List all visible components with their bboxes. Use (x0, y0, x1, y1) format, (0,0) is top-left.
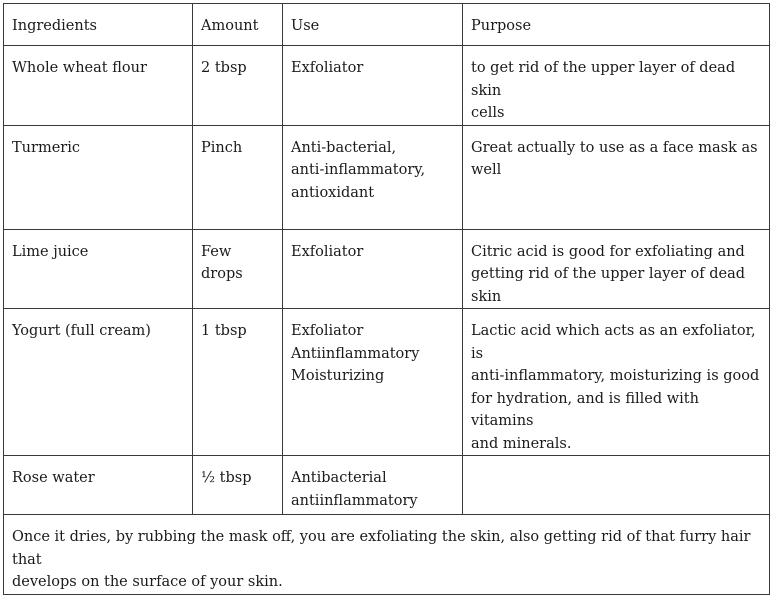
table-header-row (4, 4, 770, 46)
cell-purpose: Citric acid is good for exfoliating and getting rid of the upper layer of dead skin (463, 229, 770, 309)
table-row (4, 46, 770, 126)
cell-use: Antibacterial antiinflammatory (283, 456, 463, 515)
cell-ingredient: Rose water (4, 456, 193, 515)
ingredients-table (3, 3, 770, 595)
cell-use: Anti-bacterial, anti-inflammatory, antioxidant (283, 125, 463, 229)
cell-purpose: Lactic acid which acts as an exfoliator, is anti-inflammatory, moisturizing is good for hydration, and is filled with vitamins and minerals. (463, 309, 770, 456)
cell-purpose (463, 456, 770, 515)
cell-use: Exfoliator (283, 229, 463, 309)
header-ingredients: Ingredients (4, 4, 193, 46)
cell-amount: Few drops (193, 229, 283, 309)
header-use: Use (283, 4, 463, 46)
cell-ingredient: Whole wheat flour (4, 46, 193, 126)
footer-note: Once it dries, by rubbing the mask off, you are exfoliating the skin, also getting rid of that furry hair that develops on the surface of your skin. (4, 515, 770, 595)
header-purpose: Purpose (463, 4, 770, 46)
cell-amount: Pinch (193, 125, 283, 229)
header-amount: Amount (193, 4, 283, 46)
cell-ingredient: Yogurt (full cream) (4, 309, 193, 456)
table-row (4, 456, 770, 515)
cell-use: Exfoliator Antiinflammatory Moisturizing (283, 309, 463, 456)
cell-use: Exfoliator (283, 46, 463, 126)
cell-purpose: Great actually to use as a face mask as well (463, 125, 770, 229)
cell-ingredient: Turmeric (4, 125, 193, 229)
cell-ingredient: Lime juice (4, 229, 193, 309)
table-row (4, 309, 770, 456)
table-row (4, 125, 770, 229)
table-footer-row (4, 515, 770, 595)
cell-amount: 2 tbsp (193, 46, 283, 126)
cell-amount: ½ tbsp (193, 456, 283, 515)
cell-purpose: to get rid of the upper layer of dead skin cells (463, 46, 770, 126)
table-row (4, 229, 770, 309)
cell-amount: 1 tbsp (193, 309, 283, 456)
